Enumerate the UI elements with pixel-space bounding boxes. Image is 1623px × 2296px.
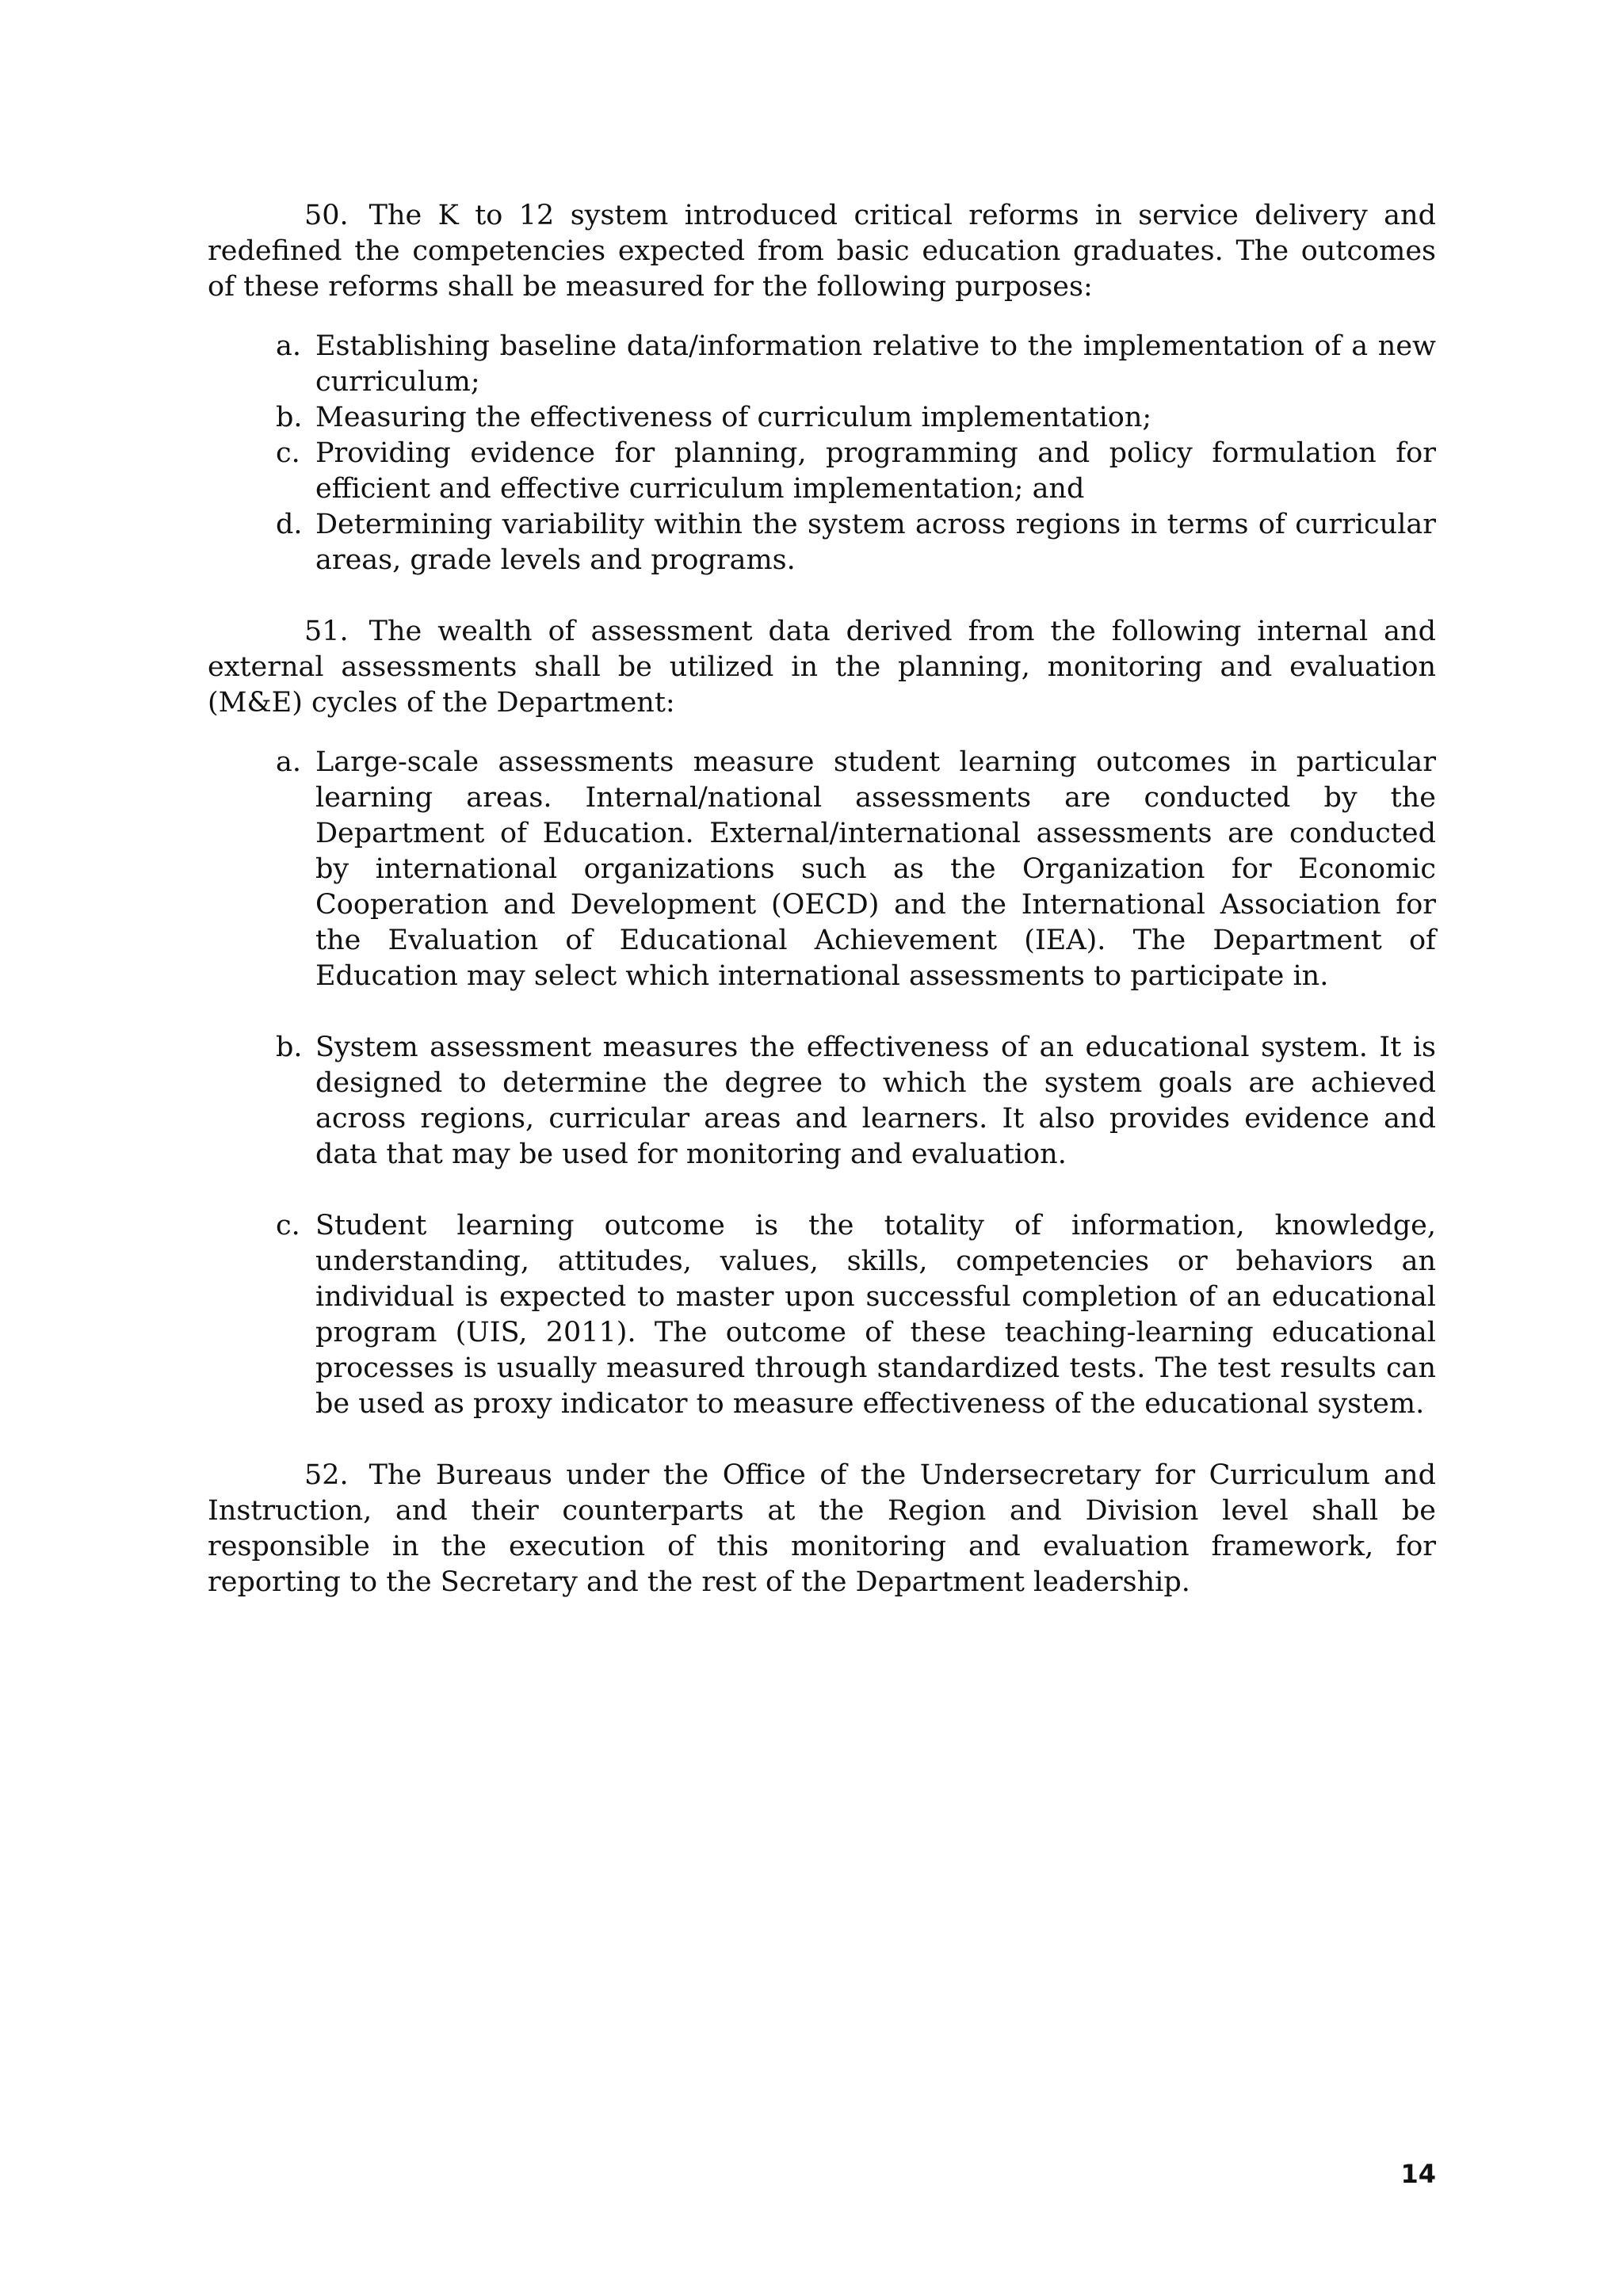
list-item-text: Large-scale assessments measure student learning outcomes in particular learning areas. Internal/national assessments are conducted by the Department of Education. External/international assessments are conducted by international organizations such as the Organization for Economic Cooperation and Development (OECD) and the International Association for the Evaluation of Educational Achievement (IEA). The Department of Education may select which international assessments to participate in.: [315, 746, 1436, 992]
paragraph-text: The Bureaus under the Office of the Undersecretary for Curriculum and Instruction, and their counterparts at the Region and Division level shall be responsible in the execution of this monitoring and evaluation framework, for reporting to the Secretary and the rest of the Department leadership.: [208, 1459, 1436, 1598]
list-item-text: Student learning outcome is the totality of information, knowledge, understanding, attitudes, values, skills, competencies or behaviors an individual is expected to master upon successful completion of an educational program (UIS, 2011). The outcome of these teaching-learning educational processes is usually measured through standardized tests. The test results can be used as proxy indicator to measure effectiveness of the educational system.: [315, 1210, 1436, 1420]
list-marker: a.: [276, 330, 301, 362]
paragraph-51: [208, 614, 1436, 721]
list-marker: b.: [276, 402, 303, 433]
list-item: [276, 745, 1436, 994]
paragraph-52: [208, 1458, 1436, 1600]
purposes-list: [208, 329, 1436, 578]
list-marker: c.: [276, 1210, 300, 1241]
document-body: [208, 198, 1436, 1600]
paragraph-text: The wealth of assessment data derived from the following internal and external assessments shall be utilized in the planning, monitoring and evaluation (M&E) cycles of the Department:: [208, 616, 1436, 719]
list-item: [276, 400, 1436, 436]
list-item-text: Providing evidence for planning, programming and policy formulation for efficient and effective curriculum implementation; and: [315, 437, 1436, 505]
list-item-text: System assessment measures the effectiveness of an educational system. It is designed to determine the degree to which the system goals are achieved across regions, curricular areas and learners. It also provides evidence and data that may be used for monitoring and evaluation.: [315, 1032, 1436, 1170]
list-item-text: Measuring the effectiveness of curriculum implementation;: [315, 402, 1152, 433]
assessments-list: [208, 745, 1436, 1422]
list-marker: a.: [276, 746, 301, 778]
paragraph-number: 52.: [304, 1459, 349, 1491]
paragraph-number: 50.: [304, 200, 349, 231]
list-item-text: Determining variability within the system across regions in terms of curricular areas, grade levels and programs.: [315, 509, 1436, 576]
list-item: [276, 1208, 1436, 1422]
paragraph-50: [208, 198, 1436, 305]
list-marker: c.: [276, 437, 300, 469]
paragraph-text: The K to 12 system introduced critical reforms in service delivery and redefined the competencies expected from basic education graduates. The outcomes of these reforms shall be measured for the following purposes:: [208, 200, 1436, 303]
list-item: [276, 329, 1436, 400]
list-item: [276, 507, 1436, 578]
list-item: [276, 436, 1436, 507]
list-marker: b.: [276, 1032, 303, 1063]
list-item: [276, 1030, 1436, 1173]
list-marker: d.: [276, 509, 303, 540]
list-item-text: Establishing baseline data/information relative to the implementation of a new curriculum;: [315, 330, 1436, 398]
paragraph-number: 51.: [304, 616, 349, 647]
page-number: 14: [1400, 2159, 1436, 2189]
